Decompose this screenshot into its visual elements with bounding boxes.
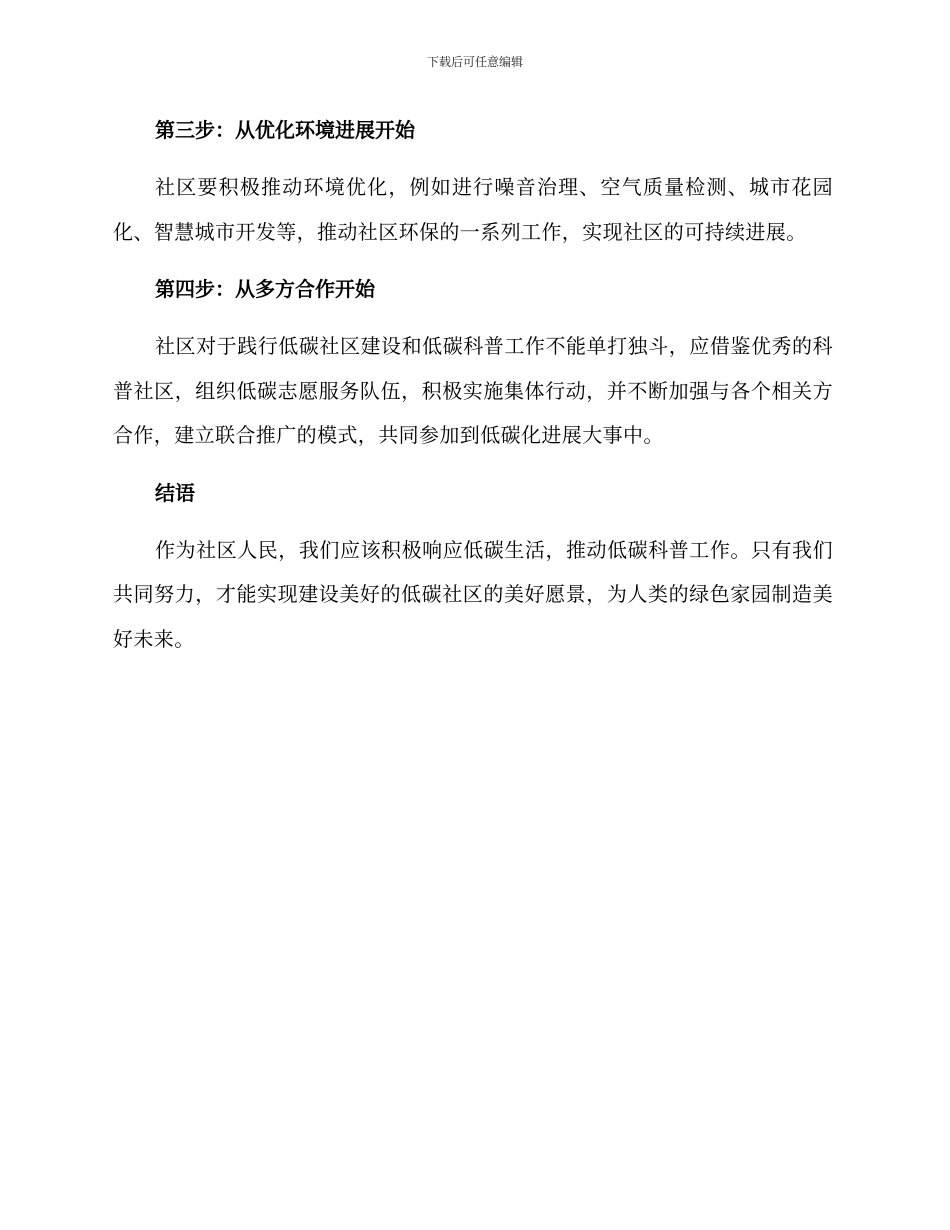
section-paragraph-conclusion: 作为社区人民，我们应该积极响应低碳生活，推动低碳科普工作。只有我们共同努力，才能实现建设美好的低碳社区的美好愿景，为人类的绿色家园制造美好未来。 <box>113 537 833 651</box>
section-paragraph-step-four: 社区对于践行低碳社区建设和低碳科普工作不能单打独斗，应借鉴优秀的科普社区，组织低碳志愿服务队伍，积极实施集体行动，并不断加强与各个相关方合作，建立联合推广的模式，共同参加到低碳化进展大事中。 <box>113 334 833 447</box>
section-heading-conclusion: 结语 <box>155 480 195 505</box>
section-heading-step-three: 第三步：从优化环境进展开始 <box>155 118 415 142</box>
document-body <box>113 107 833 673</box>
header-note: 下载后可任意编辑 <box>426 55 523 69</box>
section-paragraph-step-three: 社区要积极推动环境优化，例如进行噪音治理、空气质量检测、城市花园化、智慧城市开发等，推动社区环保的一系列工作，实现社区的可持续进展。 <box>113 175 833 244</box>
section-heading-step-four: 第四步：从多方合作开始 <box>155 277 375 301</box>
